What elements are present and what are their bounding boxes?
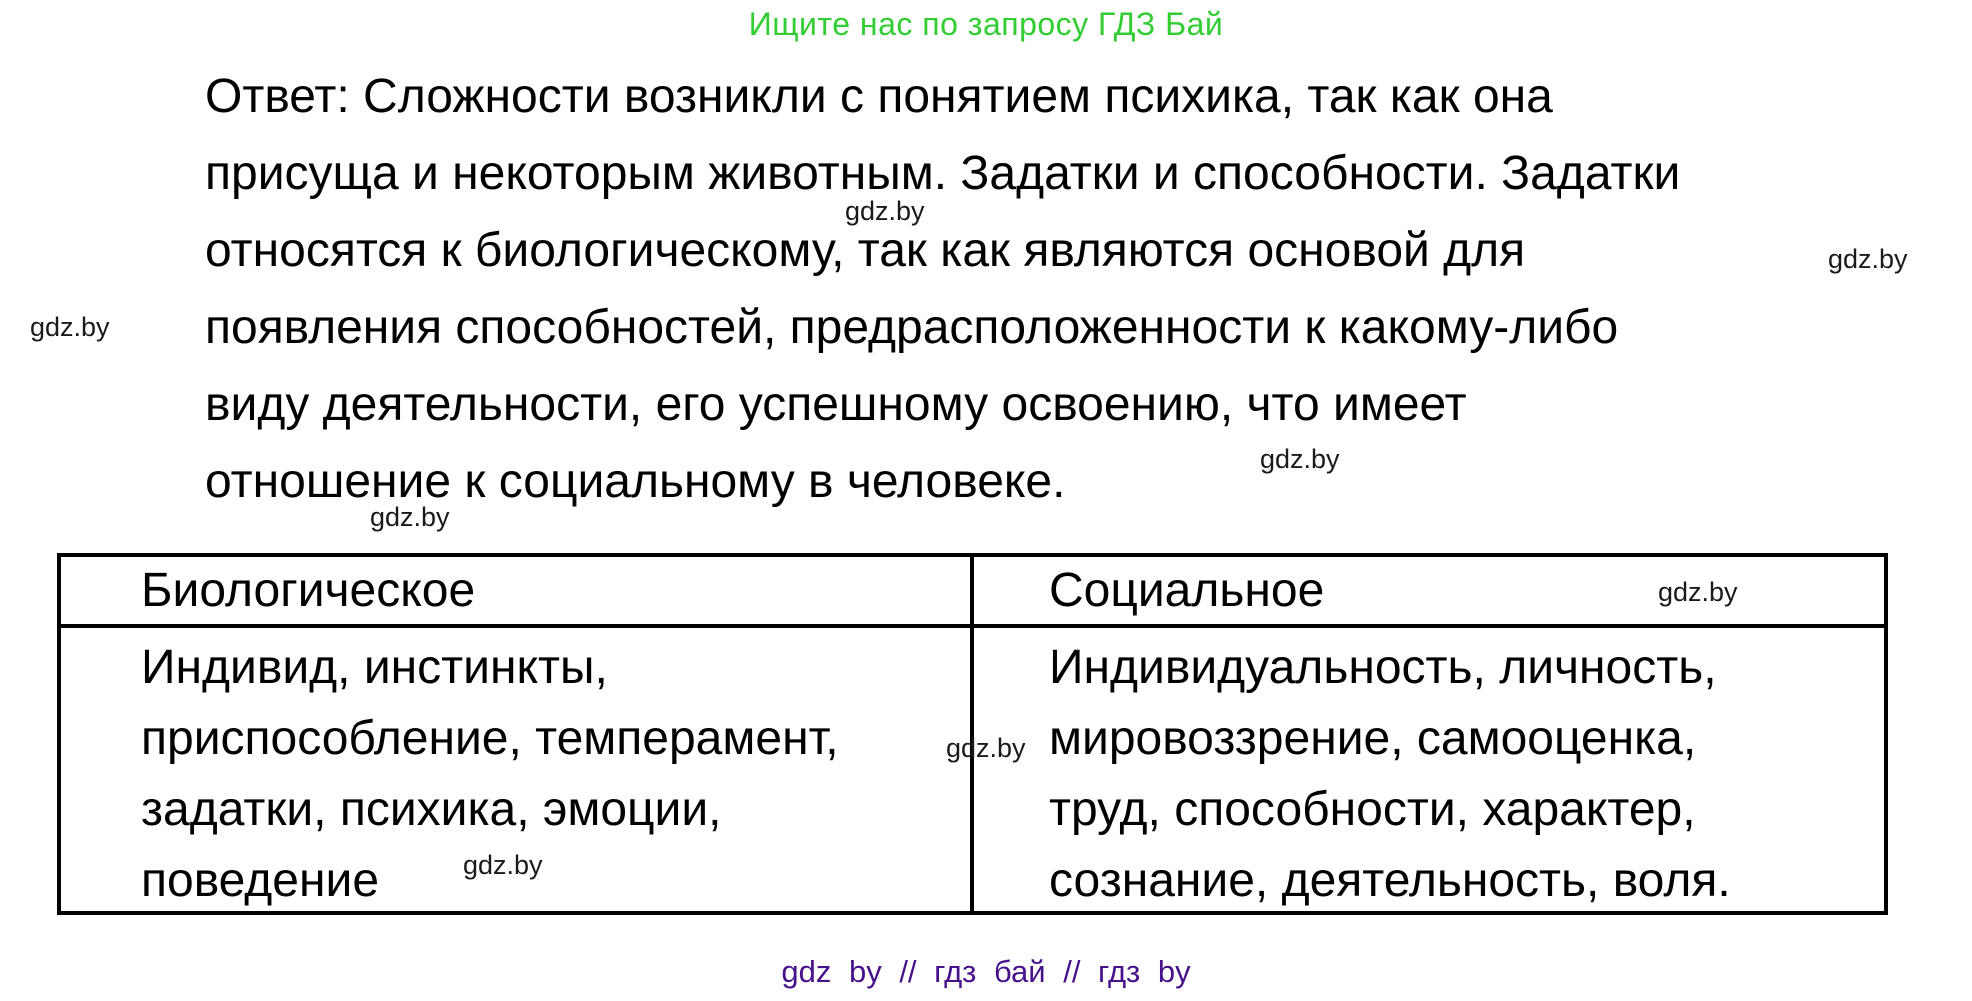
watermark-gdzby-4: gdz.by — [1260, 444, 1340, 474]
promo-banner: Ищите нас по запросу ГДЗ Бай — [748, 6, 1224, 42]
watermark-gdzby-7: gdz.by — [946, 733, 1026, 763]
watermark-gdzby-3: gdz.by — [30, 312, 110, 342]
table-cell-line: приспособление, темперамент, — [141, 712, 839, 765]
watermark-gdzby-6: gdz.by — [1658, 577, 1738, 607]
watermark-gdzby-1: gdz.by — [845, 196, 925, 226]
table-header-biological: Биологическое — [61, 557, 974, 624]
answer-paragraph — [205, 58, 1905, 520]
table-cell-line: задатки, психика, эмоции, — [141, 783, 722, 836]
table-cell-line: поведение — [141, 854, 380, 907]
answer-line: виду деятельности, его успешному освоению, что имеет — [205, 378, 1467, 431]
watermark-gdzby-5: gdz.by — [370, 502, 450, 532]
footer-watermark: gdz by // гдз бай // гдз by — [781, 954, 1191, 989]
answer-line: появления способностей, предрасположенности к какому-либо — [205, 301, 1619, 354]
watermark-gdzby-2: gdz.by — [1828, 244, 1908, 274]
table-cell-line: Индивид, инстинкты, — [141, 641, 608, 694]
table-cell-line: Индивидуальность, личность, — [1049, 641, 1717, 694]
table-cell-line: труд, способности, характер, — [1049, 783, 1696, 836]
table-header-row — [61, 557, 1884, 628]
watermark-gdzby-8: gdz.by — [463, 850, 543, 880]
table-body-row — [61, 628, 1884, 911]
answer-line: отношение к социальному в человеке. — [205, 455, 1066, 508]
answer-line: относятся к биологическому, так как являются основой для — [205, 224, 1526, 277]
table-cell-line: мировоззрение, самооценка, — [1049, 712, 1697, 765]
answer-line: присуща и некоторым животным. Задатки и способности. Задатки — [205, 147, 1681, 200]
answer-line: Ответ: Сложности возникли с понятием психика, так как она — [205, 70, 1553, 123]
table-header-social: Социальное — [1049, 564, 1325, 617]
table-cell-social — [974, 628, 1884, 911]
table-cell-line: сознание, деятельность, воля. — [1049, 854, 1731, 907]
